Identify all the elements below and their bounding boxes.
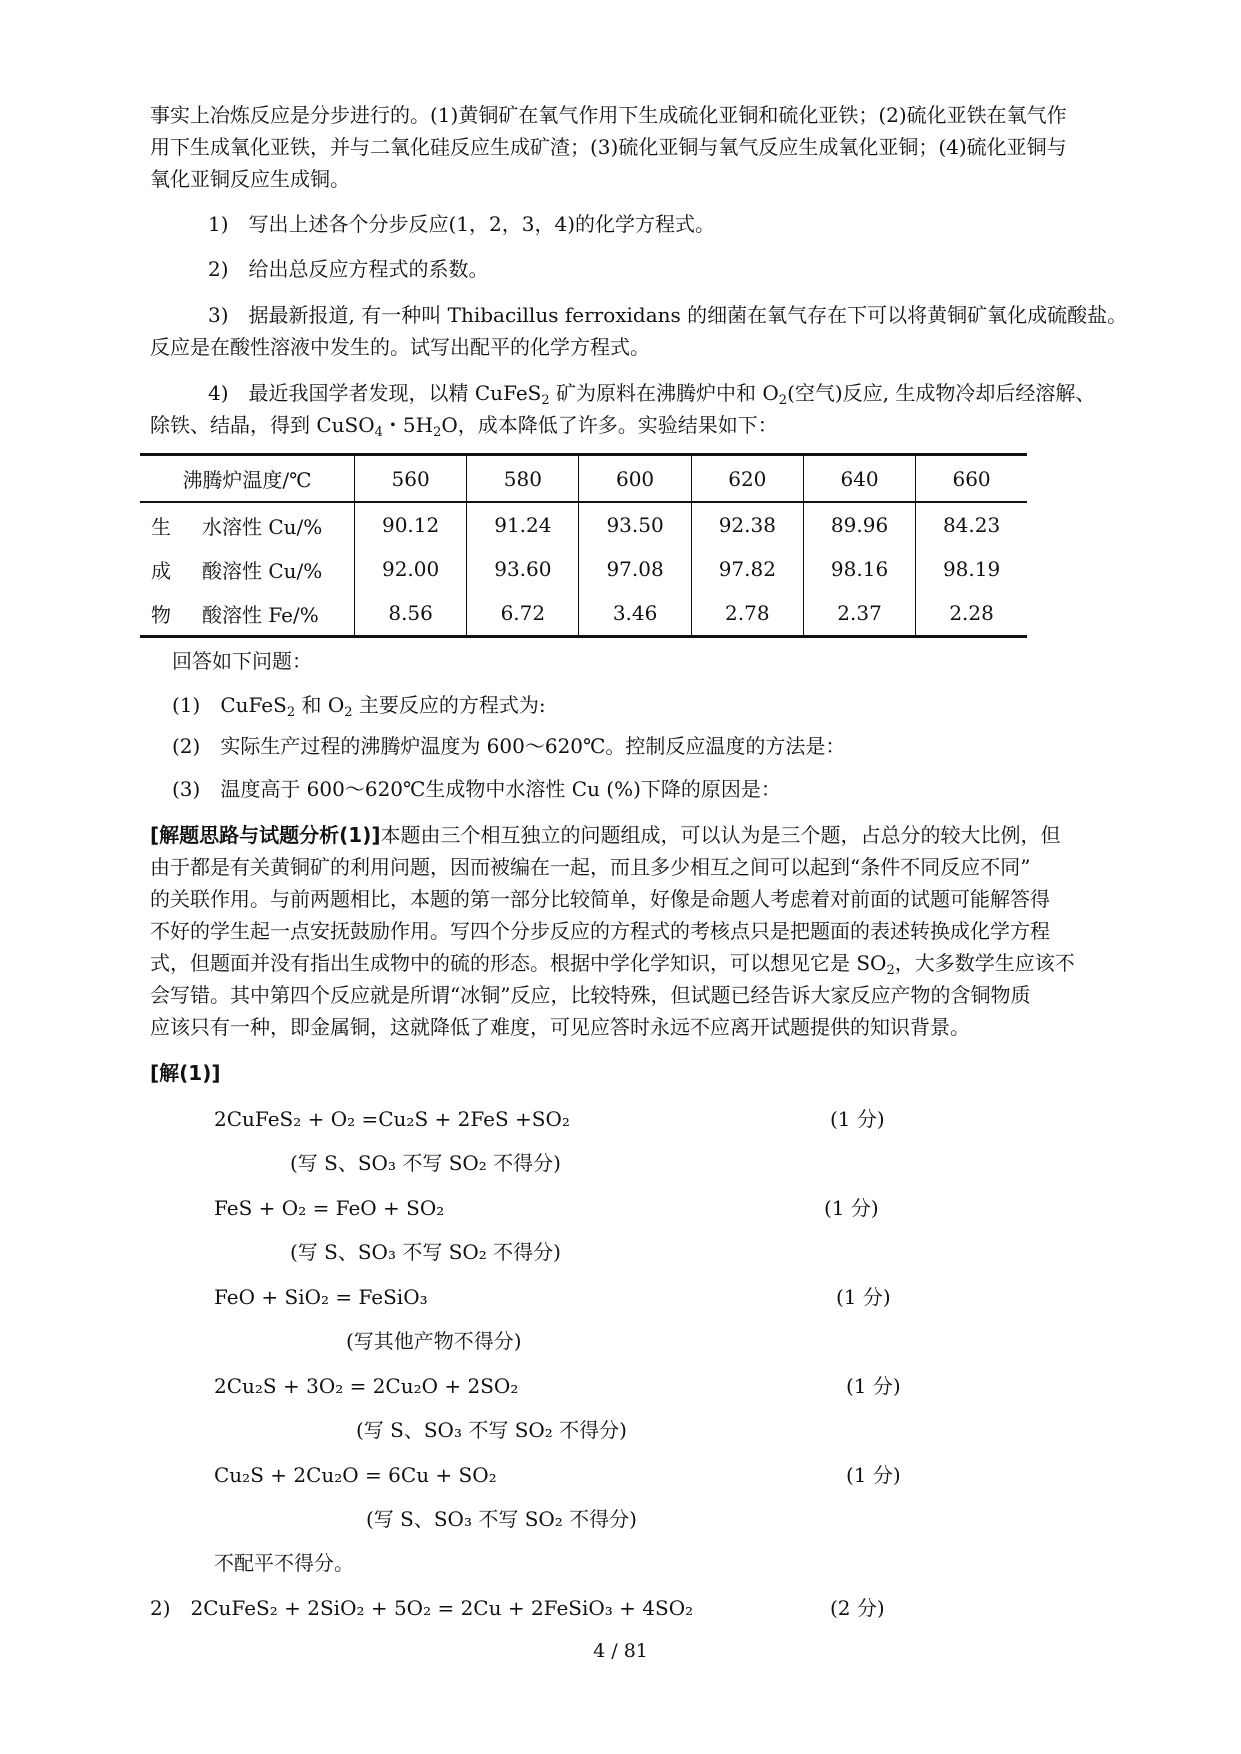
equation-1-note: (写 S、SO₃ 不写 SO₂ 不得分) — [290, 1151, 561, 1175]
table-cell: 8.56 — [355, 591, 467, 637]
intro-line-1: 事实上冶炼反应是分步进行的。(1)黄铜矿在氧气作用下生成硫化亚铜和硫化亚铁；(2)硫化亚铁在氧气作 — [150, 103, 1067, 127]
question-1: 1) 写出上述各个分步反应(1，2，3，4)的化学方程式。 — [208, 212, 716, 236]
analysis-line-6: 会写错。其中第四个反应就是所谓“冰铜”反应，比较特殊，但试题已经告诉大家反应产物的含铜物质 — [150, 983, 1031, 1007]
total-equation: 2) 2CuFeS₂ + 2SiO₂ + 5O₂ = 2Cu + 2FeSiO₃ + 4SO₂ — [150, 1596, 694, 1620]
table-cell: 3.46 — [579, 591, 691, 637]
intro-line-2: 用下生成氧化亚铁，并与二氧化硅反应生成矿渣；(3)硫化亚铜与氧气反应生成氧化亚铜；(4)硫化亚铜与 — [150, 135, 1067, 159]
table-cell: 92.00 — [355, 547, 467, 591]
score-equation-5: (1 分) — [846, 1463, 901, 1487]
question-4-line-1: 4) 最近我国学者发现，以精 CuFeS$_2$ 矿为原料在沸腾炉中和 $O_2$(空气)反应, 生成物冷却后经溶解、 — [208, 381, 1096, 408]
equation-5: Cu₂S + 2Cu₂O = 6Cu + SO₂ — [214, 1463, 497, 1487]
equation-4-note: (写 S、SO₃ 不写 SO₂ 不得分) — [356, 1418, 627, 1442]
side-label: 成 — [151, 558, 171, 583]
equation-2: FeS + O₂ = FeO + SO₂ — [214, 1196, 445, 1220]
table-cell: 91.24 — [467, 502, 579, 547]
side-label: 物 — [140, 591, 182, 637]
header-temp: 560 — [355, 455, 467, 503]
equation-4: 2Cu₂S + 3O₂ = 2Cu₂O + 2SO₂ — [214, 1374, 519, 1398]
table-row — [140, 591, 1027, 637]
equation-1: 2CuFeS₂ + O₂ =Cu₂S + 2FeS +SO₂ — [214, 1107, 570, 1131]
header-label: 沸腾炉温度/℃ — [140, 455, 355, 503]
header-temp: 640 — [803, 455, 915, 503]
table-cell: 90.12 — [355, 502, 467, 547]
question-2: 2) 给出总反应方程式的系数。 — [208, 257, 489, 281]
table-header-row — [140, 455, 1027, 503]
question-4-line-2: 除铁、结晶，得到 CuSO$_4$・$5H_2O$，成本降低了许多。实验结果如下： — [150, 413, 778, 440]
intro-line-3: 氧化亚铜反应生成铜。 — [150, 167, 350, 191]
table-cell: 98.19 — [916, 547, 1027, 591]
table-cell: 92.38 — [691, 502, 803, 547]
analysis-line-3: 的关联作用。与前两题相比，本题的第一部分比较简单，好像是命题人考虑着对前面的试题可能解答得 — [150, 887, 1050, 911]
table-cell: 84.23 — [916, 502, 1027, 547]
experiment-results-table — [140, 453, 1027, 638]
sub-question-3: (3) 温度高于 600～620℃生成物中水溶性 Cu (%)下降的原因是： — [172, 777, 781, 801]
question-3-line-1: 3) 据最新报道, 有一种叫 Thibacillus ferroxidans 的细菌在氧气存在下可以将黄铜矿氧化成硫酸盐。 — [208, 303, 1128, 327]
row-label: 水溶性 Cu/% — [202, 514, 323, 539]
table-row — [140, 502, 1027, 547]
table-row — [140, 547, 1027, 591]
score-equation-1: (1 分) — [830, 1107, 885, 1131]
table-cell: 98.16 — [803, 547, 915, 591]
side-label: 生 — [151, 514, 171, 539]
equation-5-note: (写 S、SO₃ 不写 SO₂ 不得分) — [366, 1507, 637, 1531]
solution-title: [解(1)] — [150, 1061, 221, 1085]
header-temp: 600 — [579, 455, 691, 503]
page-number: 4 / 81 — [593, 1640, 648, 1662]
sub-question-1: (1) CuFeS$_2$ 和 $O_2$ 主要反应的方程式为: — [172, 693, 546, 720]
analysis-line-7: 应该只有一种，即金属铜，这就降低了难度，可见应答时永远不应离开试题提供的知识背景。 — [150, 1015, 970, 1039]
header-temp: 620 — [691, 455, 803, 503]
header-temp: 660 — [916, 455, 1027, 503]
score-equation-2: (1 分) — [824, 1196, 879, 1220]
analysis-title: [解题思路与试题分析(1)] — [150, 823, 381, 847]
score-total-equation: (2 分) — [830, 1596, 885, 1620]
analysis-line-5: 式，但题面并没有指出生成物中的硫的形态。根据中学化学知识，可以想见它是 $SO_2$，大多数学生应该不 — [150, 951, 1075, 978]
table-cell: 2.28 — [916, 591, 1027, 637]
table-cell: 93.60 — [467, 547, 579, 591]
table-cell: 6.72 — [467, 591, 579, 637]
header-temp: 580 — [467, 455, 579, 503]
equation-3-note: (写其他产物不得分) — [346, 1329, 522, 1353]
table-cell: 89.96 — [803, 502, 915, 547]
score-equation-3: (1 分) — [836, 1285, 891, 1309]
analysis-line-2: 由于都是有关黄铜矿的利用问题，因而被编在一起，而且多少相互之间可以起到“条件不同反应不同” — [150, 855, 1031, 879]
balance-note: 不配平不得分。 — [214, 1551, 354, 1575]
score-equation-4: (1 分) — [846, 1374, 901, 1398]
analysis-line-1: [解题思路与试题分析(1)]本题由三个相互独立的问题组成，可以认为是三个题，占总分的较大比例，但 — [150, 823, 1061, 847]
row-label: 酸溶性 Fe/% — [182, 591, 355, 637]
table-cell: 97.08 — [579, 547, 691, 591]
table-cell: 2.78 — [691, 591, 803, 637]
equation-2-note: (写 S、SO₃ 不写 SO₂ 不得分) — [290, 1240, 561, 1264]
table-cell: 93.50 — [579, 502, 691, 547]
table-cell: 97.82 — [691, 547, 803, 591]
sub-question-2: (2) 实际生产过程的沸腾炉温度为 600～620℃。控制反应温度的方法是： — [172, 734, 846, 758]
table-cell: 2.37 — [803, 591, 915, 637]
question-3-line-2: 反应是在酸性溶液中发生的。试写出配平的化学方程式。 — [150, 335, 650, 359]
equation-3: FeO + SiO₂ = FeSiO₃ — [214, 1285, 428, 1309]
row-label: 酸溶性 Cu/% — [202, 558, 323, 583]
answer-prompt: 回答如下问题： — [172, 649, 312, 673]
analysis-line-4: 不好的学生起一点安抚鼓励作用。写四个分步反应的方程式的考核点只是把题面的表述转换成化学方程 — [150, 919, 1050, 943]
